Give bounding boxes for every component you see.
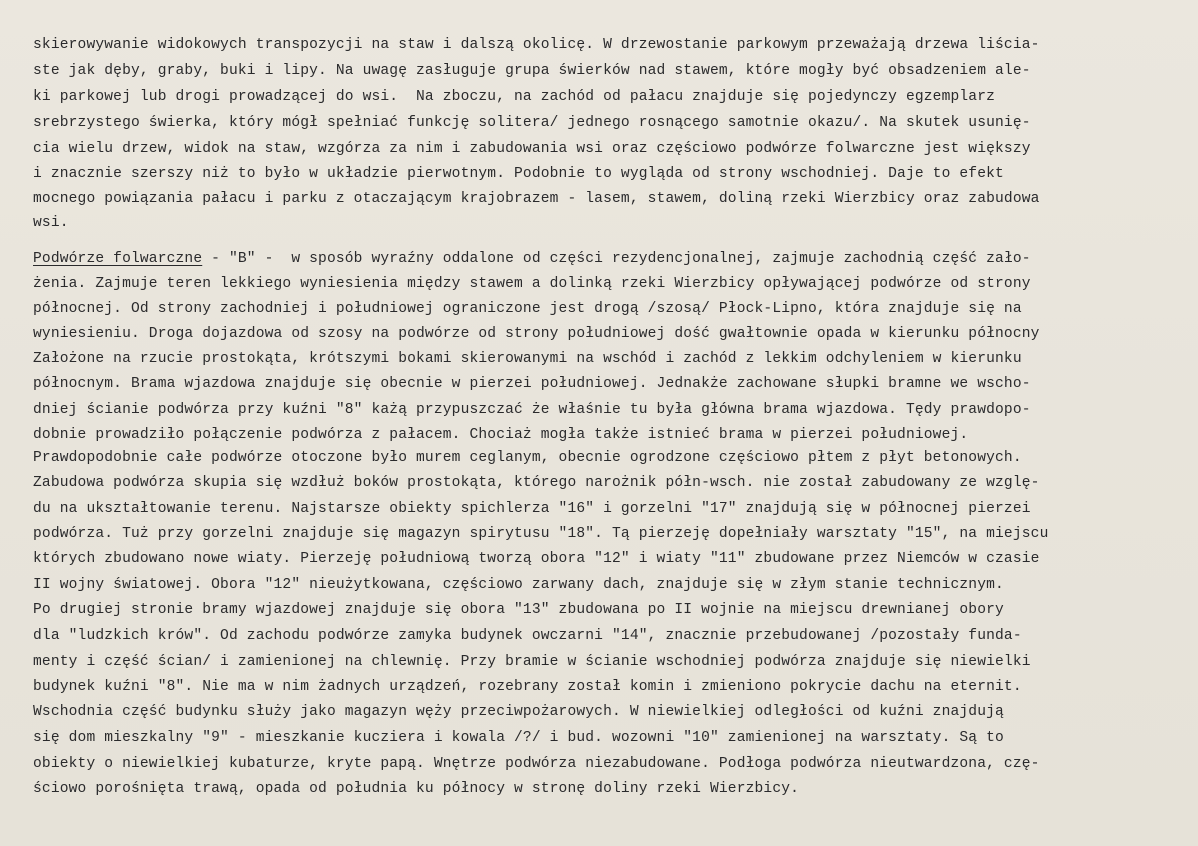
text-line: obiekty o niewielkiej kubaturze, kryte papą. Wnętrze podwórza niezabudowane. Podłoga podwórza nieutwardzona, czę-	[33, 756, 1040, 772]
text-line: du na ukształtowanie terenu. Najstarsze obiekty spichlerza "16" i gorzelni "17" znajdują się w północnej pierzei	[33, 501, 1031, 517]
text-line: się dom mieszkalny "9" - mieszkanie kucziera i kowala /?/ i bud. wozowni "10" zamienionej na warsztaty. Są to	[33, 730, 1004, 746]
text-line: budynek kuźni "8". Nie ma w nim żadnych urządzeń, rozebrany został komin i zmieniono pokrycie dachu na eternit.	[33, 679, 1022, 695]
text-line: Prawdopodobnie całe podwórze otoczone było murem ceglanym, obecnie ogrodzone częściowo płtem z płyt betonowych.	[33, 450, 1022, 466]
text-line: ściowo porośnięta trawą, opada od południa ku północy w stronę doliny rzeki Wierzbicy.	[33, 781, 800, 797]
text-line: których zbudowano nowe wiaty. Pierzeję południową tworzą obora "12" i wiaty "11" zbudowane przez Niemców w czasie	[33, 551, 1040, 567]
text-line: II wojny światowej. Obora "12" nieużytkowana, częściowo zarwany dach, znajduje się w złym stanie technicznym.	[33, 577, 1004, 593]
text-line: skierowywanie widokowych transpozycji na staw i dalszą okolicę. W drzewostanie parkowym przeważają drzewa liścia-	[33, 37, 1040, 53]
section-heading-rest: - "B" - w sposób wyraźny oddalone od części rezydencjonalnej, zajmuje zachodnią część zało-	[202, 251, 1031, 267]
text-line: Zabudowa podwórza skupia się wzdłuż boków prostokąta, którego narożnik półn-wsch. nie został zabudowany ze wzglę-	[33, 475, 1040, 491]
text-line: żenia. Zajmuje teren lekkiego wyniesienia między stawem a dolinką rzeki Wierzbicy opływającej podwórze od strony	[33, 276, 1031, 292]
text-line: ki parkowej lub drogi prowadzącej do wsi. Na zboczu, na zachód od pałacu znajduje się pojedynczy egzemplarz	[33, 89, 996, 105]
section-heading: Podwórze folwarczne	[33, 251, 203, 267]
text-line: wyniesieniu. Droga dojazdowa od szosy na podwórze od strony południowej dość gwałtownie opada w kierunku północny	[33, 326, 1040, 342]
text-line: północnym. Brama wjazdowa znajduje się obecnie w pierzei południowej. Jednakże zachowane słupki bramne we wscho-	[33, 376, 1031, 392]
text-line: ste jak dęby, graby, buki i lipy. Na uwagę zasługuje grupa świerków nad stawem, które mogły być obsadzeniem ale-	[33, 63, 1031, 79]
text-line	[33, 252, 1031, 267]
text-line: Założone na rzucie prostokąta, krótszymi bokami skierowanymi na wschód i zachód z lekkim odchyleniem w kierunku	[33, 351, 1022, 367]
text-line: srebrzystego świerka, który mógł spełniać funkcję solitera/ jednego rosnącego samotnie okazu/. Na skutek usunię-	[33, 115, 1031, 131]
text-line: podwórza. Tuż przy gorzelni znajduje się magazyn spirytusu "18". Tą pierzeję dopełniały warsztaty "15", na miejscu	[33, 526, 1049, 542]
text-line: dniej ścianie podwórza przy kuźni "8" każą przypuszczać że właśnie tu była główna brama wjazdowa. Tędy prawdopo-	[33, 402, 1031, 418]
text-line: i znacznie szerszy niż to było w układzie pierwotnym. Podobnie to wygląda od strony wschodniej. Daje to efekt	[33, 166, 1004, 182]
text-line: wsi.	[33, 215, 69, 231]
text-line: Wschodnia część budynku służy jako magazyn węży przeciwpożarowych. W niewielkiej odległości od kuźni znajdują	[33, 704, 1004, 720]
text-line: mocnego powiązania pałacu i parku z otaczającym krajobrazem - lasem, stawem, doliną rzeki Wierzbicy oraz zabudowa	[33, 191, 1040, 207]
text-line: menty i część ścian/ i zamienionej na chlewnię. Przy bramie w ścianie wschodniej podwórza znajduje się niewielki	[33, 654, 1031, 670]
text-line: dobnie prowadziło połączenie podwórza z pałacem. Chociaż mogła także istnieć brama w pierzei południowej.	[33, 427, 969, 443]
text-line: północnej. Od strony zachodniej i południowej ograniczone jest drogą /szosą/ Płock-Lipno, która znajduje się na	[33, 301, 1022, 317]
text-line: dla "ludzkich krów". Od zachodu podwórze zamyka budynek owczarni "14", znacznie przebudowanej /pozostały funda-	[33, 628, 1022, 644]
text-line: Po drugiej stronie bramy wjazdowej znajduje się obora "13" zbudowana po II wojnie na miejscu drewnianej obory	[33, 602, 1004, 618]
text-line: cia wielu drzew, widok na staw, wzgórza za nim i zabudowania wsi oraz częściowo podwórze folwarczne jest większy	[33, 141, 1031, 157]
